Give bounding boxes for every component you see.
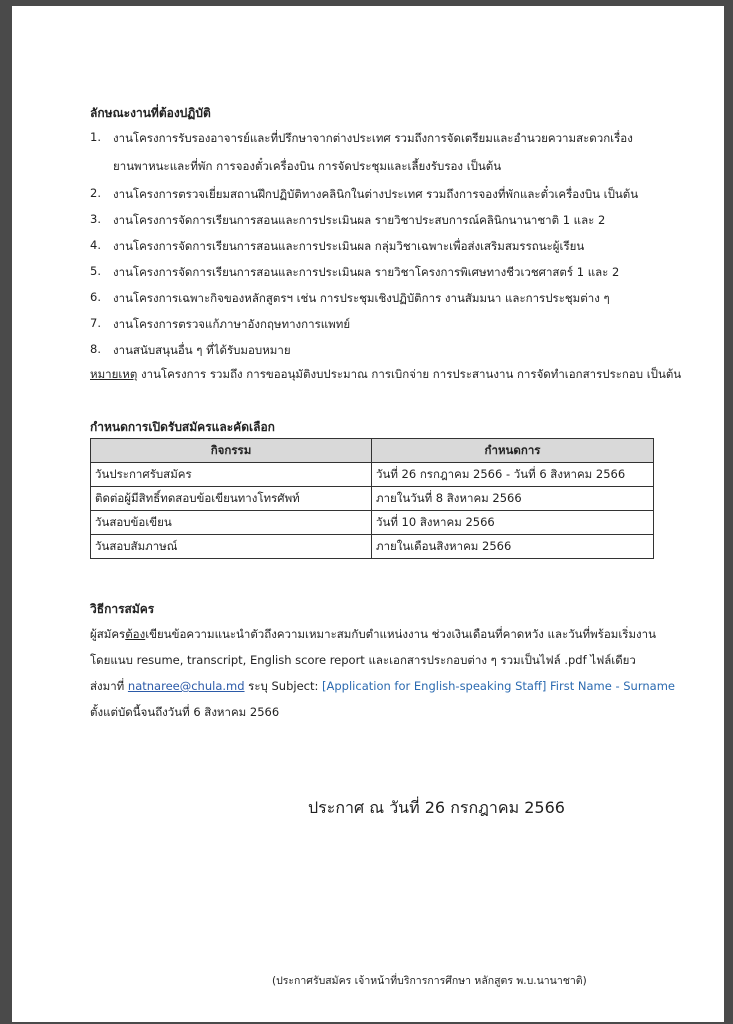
item-text: งานสนับสนุนอื่น ๆ ที่ได้รับมอบหมาย xyxy=(113,343,291,357)
activity-cell: วันสอบสัมภาษณ์ xyxy=(91,535,372,559)
item-number: 3. xyxy=(90,212,101,226)
activity-cell: ติดต่อผู้มีสิทธิ์ทดสอบข้อเขียนทางโทรศัพท์ xyxy=(91,487,372,511)
column-header-schedule: กำหนดการ xyxy=(372,439,654,463)
item-text: งานโครงการตรวจเยี่ยมสถานฝึกปฏิบัติทางคลินิกในต่างประเทศ รวมถึงการจองที่พักและตั๋วเครื่องบิน เป็นต้น xyxy=(113,187,639,201)
table-header-row xyxy=(91,439,654,463)
item-number: 4. xyxy=(90,238,101,252)
apply-heading: วิธีการสมัคร xyxy=(90,602,155,616)
activity-cell: วันสอบข้อเขียน xyxy=(91,511,372,535)
date-cell: วันที่ 26 กรกฎาคม 2566 - วันที่ 6 สิงหาคม 2566 xyxy=(372,463,654,487)
table-row xyxy=(91,535,654,559)
item-number: 8. xyxy=(90,342,101,356)
footer-note: (ประกาศรับสมัคร เจ้าหน้าที่บริการการศึกษา หลักสูตร พ.บ.นานาชาติ) xyxy=(272,975,587,987)
item-text: งานโครงการรับรองอาจารย์และที่ปรึกษาจากต่างประเทศ รวมถึงการจัดเตรียมและอำนวยความสะดวกเรื่อง xyxy=(113,131,633,145)
duties-note xyxy=(90,366,681,384)
item-text: งานโครงการจัดการเรียนการสอนและการประเมินผล รายวิชาโครงการพิเศษทางชีวเวชศาสตร์ 1 และ 2 xyxy=(113,265,620,279)
email-subject: [Application for English-speaking Staff] First Name - Surname xyxy=(322,679,675,693)
item-text: งานโครงการตรวจแก้ภาษาอังกฤษทางการแพทย์ xyxy=(113,317,351,331)
duties-heading: ลักษณะงานที่ต้องปฏิบัติ xyxy=(90,106,211,120)
item-number: 2. xyxy=(90,186,101,200)
table-row xyxy=(91,463,654,487)
apply-line-4: ตั้งแต่บัดนี้จนถึงวันที่ 6 สิงหาคม 2566 xyxy=(90,705,280,719)
apply-line-3 xyxy=(90,678,675,696)
apply-text: เขียนข้อความแนะนำตัวถึงความเหมาะสมกับตำแหน่งงาน ช่วงเงินเดือนที่คาดหวัง และวันที่พร้อมเริ่มงาน xyxy=(145,627,656,641)
item-number: 7. xyxy=(90,316,101,330)
note-label: หมายเหตุ xyxy=(90,367,138,381)
table-row xyxy=(91,511,654,535)
date-cell: วันที่ 10 สิงหาคม 2566 xyxy=(372,511,654,535)
apply-line-2: โดยแนบ resume, transcript, English score report และเอกสารประกอบต่าง ๆ รวมเป็นไฟล์ .pdf ไฟล์เดียว xyxy=(90,653,636,667)
activity-cell: วันประกาศรับสมัคร xyxy=(91,463,372,487)
schedule-heading: กำหนดการเปิดรับสมัครและคัดเลือก xyxy=(90,420,275,434)
table-row xyxy=(91,487,654,511)
email-link[interactable]: natnaree@chula.md xyxy=(127,679,245,693)
apply-text: ระบุ Subject: xyxy=(244,679,323,693)
document-page xyxy=(12,6,724,1022)
item-text: งานโครงการจัดการเรียนการสอนและการประเมินผล กลุ่มวิชาเฉพาะเพื่อส่งเสริมสมรรถนะผู้เรียน xyxy=(113,239,585,253)
item-continuation: ยานพาหนะและที่พัก การจองตั๋วเครื่องบิน การจัดประชุมและเลี้ยงรับรอง เป็นต้น xyxy=(113,159,502,173)
date-cell: ภายในวันที่ 8 สิงหาคม 2566 xyxy=(372,487,654,511)
date-cell: ภายในเดือนสิงหาคม 2566 xyxy=(372,535,654,559)
column-header-activity: กิจกรรม xyxy=(91,439,372,463)
announcement-date: ประกาศ ณ วันที่ 26 กรกฎาคม 2566 xyxy=(308,798,565,817)
item-text: งานโครงการเฉพาะกิจของหลักสูตรฯ เช่น การประชุมเชิงปฏิบัติการ งานสัมมนา และการประชุมต่าง ๆ xyxy=(113,291,610,305)
item-number: 6. xyxy=(90,290,101,304)
item-number: 1. xyxy=(90,130,101,144)
item-text: งานโครงการจัดการเรียนการสอนและการประเมินผล รายวิชาประสบการณ์คลินิกนานาชาติ 1 และ 2 xyxy=(113,213,606,227)
schedule-table xyxy=(90,438,654,559)
apply-line-1 xyxy=(90,626,656,644)
apply-text: ส่งมาที่ xyxy=(90,679,128,693)
note-text: งานโครงการ รวมถึง การขออนุมัติงบประมาณ การเบิกจ่าย การประสานงาน การจัดทำเอกสารประกอบ เป็นต้น xyxy=(137,367,682,381)
apply-text: ผู้สมัคร xyxy=(90,627,126,641)
item-number: 5. xyxy=(90,264,101,278)
apply-emphasis: ต้อง xyxy=(125,627,146,641)
